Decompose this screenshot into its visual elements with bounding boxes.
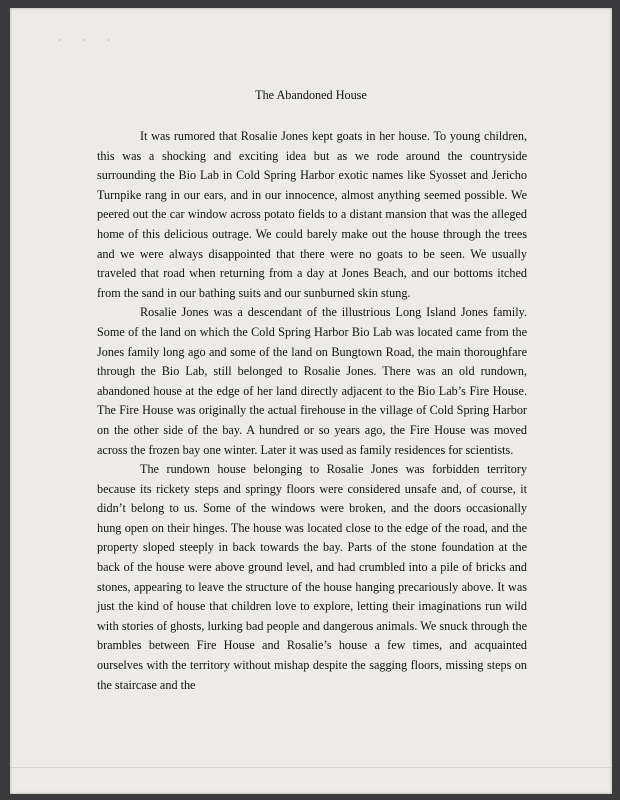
document-title: The Abandoned House	[255, 88, 367, 102]
document-body	[97, 127, 527, 695]
page-fold-line	[10, 767, 612, 768]
scan-edge-marks: · · ·	[58, 36, 120, 45]
paragraph-2: Rosalie Jones was a descendant of the illustrious Long Island Jones family. Some of the land on which the Cold Spring Harbor Bio Lab was located came from the Jones family long ago and some of the land on Bungtown Road, the main thoroughfare through the Bio Lab, still belonged to Rosalie Jones. There was an old rundown, abandoned house at the edge of her land directly adjacent to the Bio Lab’s Fire House. The Fire House was originally the actual firehouse in the village of Cold Spring Harbor on the other side of the bay. A hundred or so years ago, the Fire House was moved across the frozen bay one winter. Later it was used as family residences for scientists.	[97, 305, 527, 457]
paragraph-3: The rundown house belonging to Rosalie Jones was forbidden territory because its rickety steps and springy floors were considered unsafe and, of course, it didn’t belong to us. Some of the windows were broken, and the doors occasionally hung open on their hinges. The house was located close to the edge of the road, and the property sloped steeply in back towards the bay. Parts of the stone foundation at the back of the house were above ground level, and had crumbled into a pile of bricks and stones, appearing to leave the structure of the house hanging precariously above. It was just the kind of house that children love to explore, letting their imaginations run wild with stories of ghosts, lurking bad people and dangerous animals. We snuck through the brambles between Fire House and Rosalie’s house a few times, and acquainted ourselves with the territory without mishap despite the sagging floors, missing steps on the staircase and the	[97, 462, 527, 692]
document-page	[10, 8, 612, 794]
paragraph-1: It was rumored that Rosalie Jones kept goats in her house. To young children, this was a shocking and exciting idea but as we rode around the countryside surrounding the Bio Lab in Cold Spring Harbor exotic names like Syosset and Jericho Turnpike rang in our ears, and in our innocence, almost anything seemed possible. We peered out the car window across potato fields to a distant mansion that was the alleged home of this delicious outrage. We could barely make out the house through the trees and we were always disappointed that there were no goats to be seen. We usually traveled that road when returning from a day at Jones Beach, and our bottoms itched from the sand in our bathing suits and our sunburned skin stung.	[97, 129, 527, 300]
